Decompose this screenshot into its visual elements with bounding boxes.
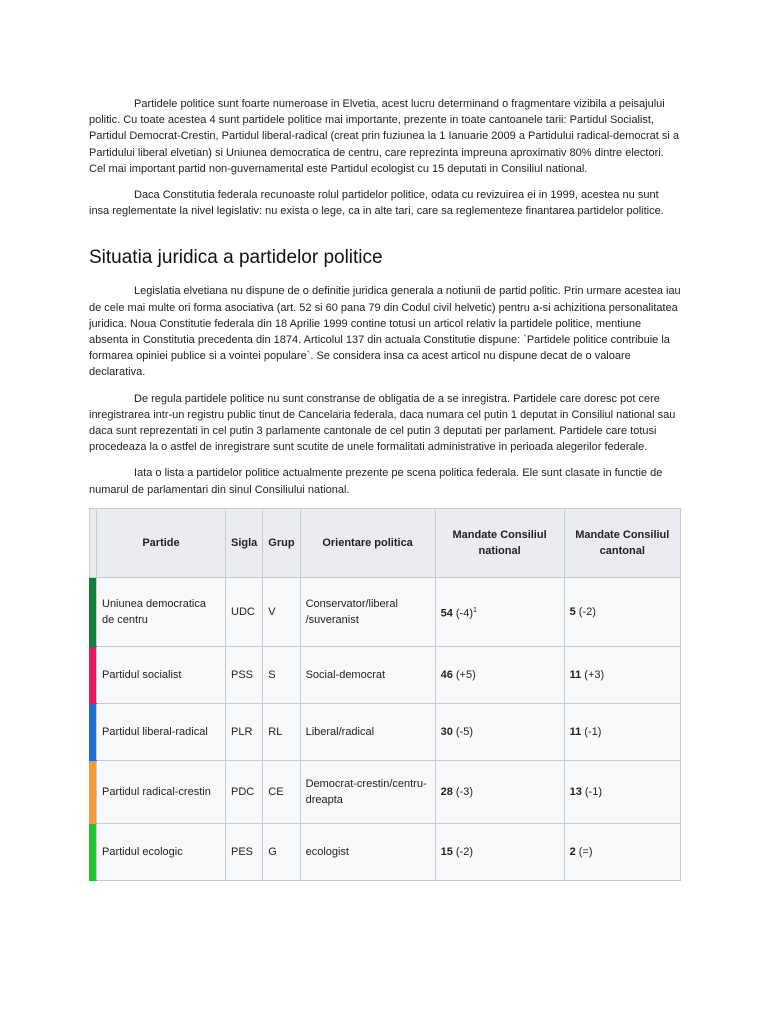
party-name-cell: Partidul liberal-radical [97,703,226,760]
national-mandates-cell [435,577,564,646]
national-change: (-3) [455,785,473,798]
header-cantonal: Mandate Consiliul cantonal [564,508,680,577]
party-name-cell: Partidul ecologic [97,823,226,880]
party-sigla-cell: PLR [226,703,263,760]
header-color [90,508,97,577]
cantonal-mandates-cell [564,703,680,760]
header-grup: Grup [263,508,300,577]
header-orientation: Orientare politica [300,508,435,577]
party-orientation-cell: Conservator/liberal /suveranist [300,577,435,646]
national-change: (-4) [455,607,473,620]
national-mandates-cell [435,646,564,703]
party-color-cell [90,703,97,760]
national-count: 30 [440,725,453,738]
party-orientation-cell: ecologist [300,823,435,880]
cantonal-count: 13 [569,785,582,798]
cantonal-mandates-cell [564,577,680,646]
cantonal-count: 2 [569,845,576,858]
party-sigla-cell: PSS [226,646,263,703]
party-sigla-cell: PDC [226,760,263,823]
table-row [90,577,681,646]
party-grup-cell: V [263,577,300,646]
party-orientation-cell: Liberal/radical [300,703,435,760]
national-change: (+5) [455,668,476,681]
body-paragraph-2: De regula partidele politice nu sunt constranse de obligatia de a se inregistra. Partidele care doresc pot cere inregistrarea intr-un registru public tinut de Cancelaria federala, daca numara cel putin 1 deputat in Consiliul national sau daca sunt reprezentati in cel putin 3 parlamente cantonale de cel putin 3 deputati per parlament. Partidele care totusi procedeaza la o astfel de inregistrare sunt scutite de unele formalitati administrative in perioada alegerilor federale. [89,392,676,454]
national-mandates-cell [435,823,564,880]
national-count: 54 [440,607,453,620]
body-paragraph-1: Legislatia elvetiana nu dispune de o definitie juridica generala a notiunii de partid politic. Prin urmare acestea iau de cele mai multe ori forma asociativa (art. 52 si 60 pana 79 din Codul civil helvetic) pentru a-si achizitiona personalitatea juridica. Noua Constitutie federala din 18 Aprilie 1999 contine totusi un articol relativ la partidele politice, mentiune absenta in Constitutia precedenta din 1874. Articolul 137 din actuala Constitutie dispune: `Partidele politice contribuie la formarea opiniei publice si a vointei populare`. Se considera insa ca acest articol nu dispune decat de o valoare declarativa. [89,285,681,379]
body-paragraph-3: Iata o lista a partidelor politice actualmente prezente pe scena politica federala. Ele sunt clasate in functie de numarul de parlamentari din sinul Consiliului national. [89,467,663,496]
cantonal-count: 11 [569,725,582,738]
national-change: (-5) [455,725,473,738]
cantonal-mandates-cell [564,760,680,823]
party-color-cell [90,760,97,823]
header-sigla: Sigla [226,508,263,577]
table-row [90,646,681,703]
national-count: 46 [440,668,453,681]
cantonal-count: 5 [569,605,576,618]
intro-paragraph-1: Partidele politice sunt foarte numeroase in Elvetia, acest lucru determinand o fragmentare vizibila a peisajului politic. Cu toate acestea 4 sunt partidele politice mai importante, prezente in toate cantoanele tarii: Partidul Socialist, Partidul Democrat-Crestin, Partidul liberal-radical (creat prin fuziunea la 1 Ianuarie 2009 a Partidului radical-democrat si a Partidului liberal elvetian) si Uniunea democratica de centru, care reprezinta impreuna aproximativ 80% dintre electori. Cel mai important partid non-guvernamental este Partidul ecologist cu 15 deputati in Consiliul national. [89,98,679,175]
party-grup-cell: G [263,823,300,880]
parties-table [89,508,681,881]
party-grup-cell: CE [263,760,300,823]
cantonal-count: 11 [569,668,582,681]
table-body [90,577,681,880]
cantonal-change: (-1) [584,725,602,738]
party-name-cell: Partidul radical-crestin [97,760,226,823]
party-color-cell [90,577,97,646]
party-name-cell: Partidul socialist [97,646,226,703]
party-color-cell [90,823,97,880]
footnote-marker[interactable]: 1 [473,606,477,614]
cantonal-change: (-2) [578,605,596,618]
cantonal-change: (=) [578,845,593,858]
header-party: Partide [97,508,226,577]
party-name-cell: Uniunea democratica de centru [97,577,226,646]
party-orientation-cell: Democrat-crestin/centru-dreapta [300,760,435,823]
header-national: Mandate Consiliul national [435,508,564,577]
national-change: (-2) [455,845,473,858]
national-mandates-cell [435,703,564,760]
party-color-cell [90,646,97,703]
party-sigla-cell: PES [226,823,263,880]
table-header-row [90,508,681,577]
cantonal-mandates-cell [564,823,680,880]
party-sigla-cell: UDC [226,577,263,646]
table-row [90,823,681,880]
party-grup-cell: S [263,646,300,703]
national-count: 28 [440,785,453,798]
intro-paragraph-2: Daca Constitutia federala recunoaste rolul partidelor politice, odata cu revizuirea ei in 1999, acestea nu sunt insa reglementate la nivel legislativ: nu exista o lege, ca in alte tari, care sa reglementeze finantarea partidelor politice. [89,189,664,218]
table-row [90,760,681,823]
section-heading: Situatia juridica a partidelor politice [89,247,383,269]
national-mandates-cell [435,760,564,823]
cantonal-change: (-1) [584,785,602,798]
document-content [89,96,681,881]
party-grup-cell: RL [263,703,300,760]
party-orientation-cell: Social-democrat [300,646,435,703]
cantonal-change: (+3) [584,668,605,681]
table-row [90,703,681,760]
national-count: 15 [440,845,453,858]
cantonal-mandates-cell [564,646,680,703]
